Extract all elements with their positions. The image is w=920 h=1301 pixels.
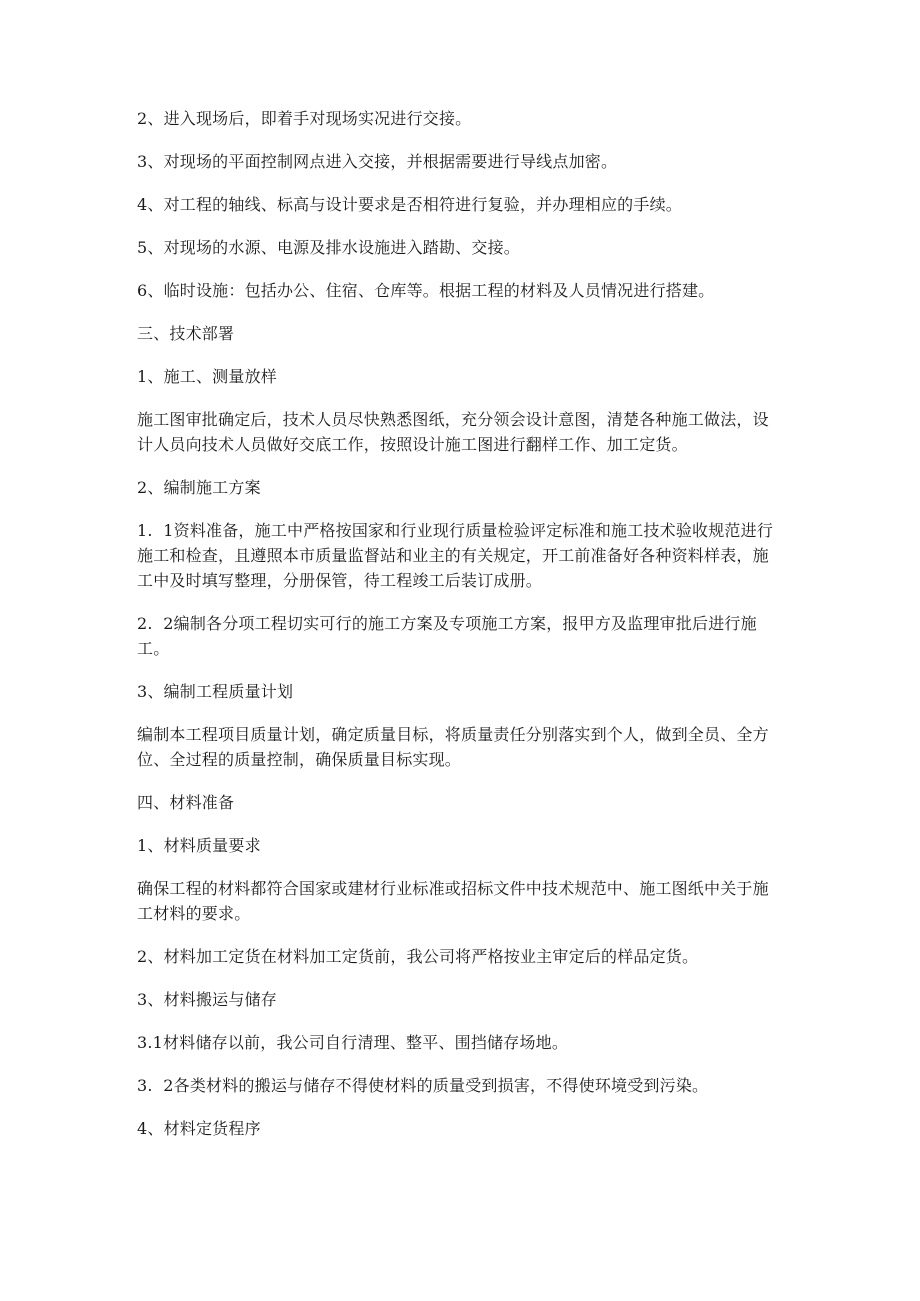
paragraph-survey-body: 施工图审批确定后，技术人员尽快熟悉图纸，充分领会设计意图，清楚各种施工做法，设计人员向技术人员做好交底工作，按照设计施工图进行翻样工作、加工定货。 [137,410,769,454]
document-page [137,106,777,1141]
paragraph-4: 5、对现场的水源、电源及排水设施进入踏勘、交接。 [137,238,520,257]
paragraph-5: 6、临时设施：包括办公、住宿、仓库等。根据工程的材料及人员情况进行搭建。 [137,281,715,300]
paragraph-1: 2、进入现场后，即着手对现场实况进行交接。 [137,109,472,128]
subheading-material-quality: 1、材料质量要求 [137,836,261,855]
section-heading-technical: 三、技术部署 [137,324,235,343]
subheading-construction-plan: 2、编制施工方案 [137,478,261,497]
subheading-survey: 1、施工、测量放样 [137,367,277,386]
paragraph-plan-compile: 2. 2编制各分项工程切实可行的施工方案及专项施工方案，报甲方及监理审批后进行施工。 [137,614,757,658]
paragraph-material-ordering: 2、材料加工定货在材料加工定货前，我公司将严格按业主审定后的样品定货。 [137,947,699,966]
paragraph-data-prep: 1. 1资料准备，施工中严格按国家和行业现行质量检验评定标准和施工技术验收规范进行施工和检查，且遵照本市质量监督站和业主的有关规定，开工前准备好各种资料样表，施工中及时填写整理，分册保管，待工程竣工后装订成册。 [137,521,774,590]
subheading-quality-plan: 3、编制工程质量计划 [137,682,294,701]
paragraph-quality-body: 编制本工程项目质量计划，确定质量目标，将质量责任分别落实到个人，做到全员、全方位、全过程的质量控制，确保质量目标实现。 [137,725,769,769]
paragraph-storage-3-2: 3. 2各类材料的搬运与储存不得使材料的质量受到损害，不得使环境受到污染。 [137,1076,709,1095]
paragraph-2: 3、对现场的平面控制网点进入交接，并根据需要进行导线点加密。 [137,152,618,171]
subheading-material-storage: 3、材料搬运与储存 [137,990,277,1009]
paragraph-3: 4、对工程的轴线、标高与设计要求是否相符进行复验，并办理相应的手续。 [137,195,682,214]
section-heading-materials: 四、材料准备 [137,793,235,812]
paragraph-material-quality-body: 确保工程的材料都符合国家或建材行业标准或招标文件中技术规范中、施工图纸中关于施工材料的要求。 [137,879,769,923]
paragraph-storage-3-1: 3.1材料储存以前，我公司自行清理、整平、围挡储存场地。 [137,1033,569,1052]
subheading-ordering-procedure: 4、材料定货程序 [137,1119,261,1138]
